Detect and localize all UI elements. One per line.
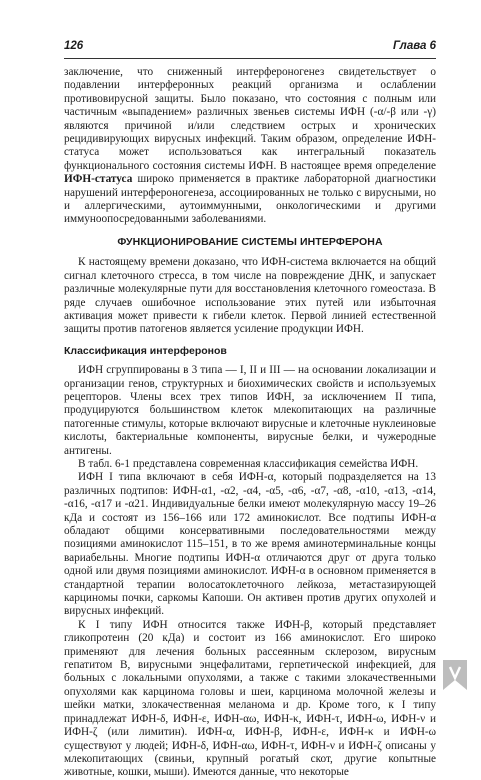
chapter-title: Глава 6 — [393, 40, 436, 52]
paragraph-text: заключение, что сниженный интерфероногенез свидетельствует о подавлении интерферонных реакций организма и ослаблении противовирусной защиты. Было показано, что состояния с полным или частичным «выпадением» различных звеньев системы ИФН (-α/-β или -γ) являются причиной и/или следствием острых и хронических рецидивирующих вирусных инфекций. Таким образом, определение ИФН-статуса может использоваться как интегральный показатель функционального состояния системы ИФН. В настоящее время определение — [64, 66, 436, 172]
header-divider — [64, 58, 436, 59]
subsection-heading: Классификация интерферонов — [64, 344, 227, 357]
paragraph-text: широко применяется в практике лабораторной диагностики нарушений интерфероногенеза, ассоциированных не только с вирусными, но и аллергическими, аутоиммунными, онкологическими и другими иммуноопосредованными заболеваниями. — [64, 173, 437, 226]
page-number: 126 — [64, 40, 84, 52]
paragraph-table-ref: В табл. 6-1 представлена современная классификация семейства ИФН. — [78, 457, 419, 470]
paragraph-ifn-status — [64, 66, 436, 227]
page-header — [64, 40, 436, 56]
bold-term: ИФН-статуса — [64, 173, 133, 186]
page-body — [64, 66, 436, 780]
section-heading: ФУНКЦИОНИРОВАНИЕ СИСТЕМЫ ИНТЕРФЕРОНА — [117, 235, 383, 248]
bookmark-logo-icon — [441, 658, 469, 692]
paragraph-ifn-types: ИФН сгруппированы в 3 типа — I, II и III — на основании локализации и организации генов, структурных и биохимических свойств и используемых рецепторов. Члены всех трех типов ИФН, за исключением II типа, продуцируются большинством клеток млекопитающих на различные патогенные стимулы, которые включают вирусные и клеточные нуклеиновые кислоты, бактериальные компоненты, вирусные белки, и чужеродные антигены. — [64, 364, 436, 457]
paragraph-ifn-alpha: ИФН I типа включают в себя ИФН-α, который подразделяется на 13 различных подтипов: ИФН-α1, -α2, -α4, -α5, -α6, -α7, -α8, -α10, -α13, -α14, -α16, -α17 и -α21. Индивидуальные белки имеют молекулярную массу 19–26 кДа и состоят из 156–166 или 172 аминокислот. Все подтипы ИФН-α обладают общими консервативными последовательностями между позициями аминокислот 115–151, в то же время аминотерминальные концы вариабельны. Многие подтипы ИФН-α отличаются друг от друга только одной или двумя позициями аминокислот. ИФН-α в основном применяется в стандартной терапии волосатоклеточного лейкоза, метастазирующей карциномы почки, саркомы Капоши. Он активен против других опухолей и вирусных инфекций. — [64, 471, 436, 618]
paragraph-cell-stress: К настоящему времени доказано, что ИФН-система включается на общий сигнал клеточного стресса, в том числе на повреждение ДНК, и запускает различные молекулярные пути для восстановления клеточного гомеостаза. В ряде случаев ошибочное использование этих путей или избыточная активация может привести к гибели клеток. Первой линией естественной защиты против патогенов является усиление продукции ИФН. — [64, 256, 436, 336]
paragraph-ifn-beta: К I типу ИФН относится также ИФН-β, который представляет гликопротеин (20 кДа) и состоит из 166 аминокислот. Его широко применяют для лечения больных рассеянным склерозом, вирусным гепатитом В, вирусными энцефалитами, герпетической инфекцией, для больных с локальными опухолями, а также с такими злокачественными опухолями как карцинома головы и шеи, карцинома молочной железы и шейки матки, злокачественная меланома и др. Кроме того, к I типу принадлежат ИФН-δ, ИФН-ε, ИФН-αω, ИФН-κ, ИФН-τ, ИФН-ω, ИФН-ν и ИФН-ζ (или лимитин). ИФН-α, ИФН-β, ИФН-ε, ИФН-κ и ИФН-ω существуют у людей; ИФН-δ, ИФН-αω, ИФН-τ, ИФН-ν и ИФН-ζ описаны у млекопитающих (свиньи, крупный рогатый скот, другие копытные животные, кошки, мыши). Имеются данные, что некоторые — [64, 618, 436, 779]
